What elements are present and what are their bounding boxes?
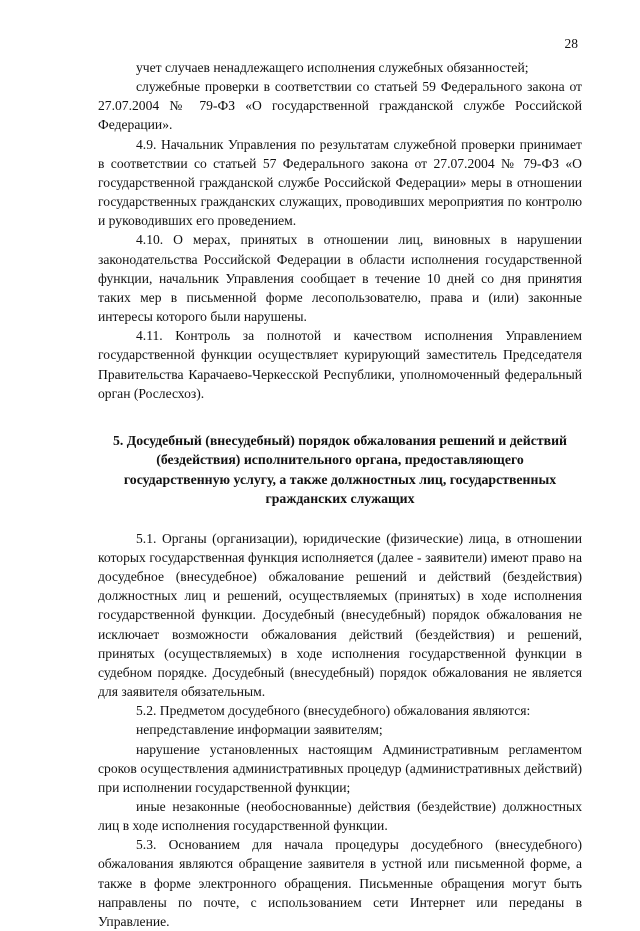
paragraph: служебные проверки в соответствии со статьей 59 Федерального закона от 27.07.2004 № 79-ФЗ «О государственной гражданской службе Российской Федерации». bbox=[98, 79, 582, 133]
paragraph: 5.1. Органы (организации), юридические (физические) лица, в отношении которых государственная функция исполняется (далее - заявители) имеют право на досудебное (внесудебное) обжалование решений и действий (бездействия) должностных лиц и решений, осуществляемых (принятых) в ходе исполнения государственной функции. Досудебный (внесудебный) порядок обжалования не исключает возможности обжалования действий (бездействия) и решений, принятых (осуществляемых) в ходе исполнения государственной функции в судебном порядке. Досудебный (внесудебный) порядок обжалования не является для заявителя обязательным. bbox=[98, 530, 582, 700]
paragraph: 4.10. О мерах, принятых в отношении лиц, виновных в нарушении законодательства Российской Федерации в области исполнения государственной функции, начальник Управления сообщает в течение 10 дней со дня принятия таких мер в письменной форме лесопользователю, права и (или) законные интересы которого были нарушены. bbox=[98, 232, 582, 325]
page-number: 28 bbox=[564, 36, 578, 51]
paragraph: учет случаев ненадлежащего исполнения служебных обязанностей; bbox=[136, 60, 529, 75]
document-body bbox=[98, 58, 582, 931]
paragraph: иные незаконные (необоснованные) действия (бездействие) должностных лиц в ходе исполнения государственной функции. bbox=[98, 799, 582, 834]
paragraph: нарушение установленных настоящим Административным регламентом сроков осуществления административных процедур (административных действий) при исполнении государственной функции; bbox=[98, 741, 582, 795]
paragraph: 4.11. Контроль за полнотой и качеством исполнения Управлением государственной функции осуществляет курирующий заместитель Председателя Правительства Карачаево-Черкесской Республики, уполномоченный федеральный орган (Рослесхоз). bbox=[98, 328, 582, 401]
paragraph: 5.2. Предметом досудебного (внесудебного) обжалования являются: bbox=[136, 703, 531, 719]
paragraph: 4.9. Начальник Управления по результатам служебной проверки принимает в соответствии со статьей 57 Федерального закона от 27.07.2004 № 79-ФЗ «О государственной гражданской службе Российской Федерации» меры в отношении государственных гражданских служащих, проводивших мероприятия по контролю и руководивших его проведением. bbox=[98, 136, 582, 229]
section-heading: 5. Досудебный (внесудебный) порядок обжалования решений и действий (бездействия) исполнительного органа, предоставляющего государственную услугу, а также должностных лиц, государственных гражданских служащих bbox=[112, 432, 568, 507]
paragraph: 5.3. Основанием для начала процедуры досудебного (внесудебного) обжалования являются обращение заявителя в устной или письменной форме, а также в форме электронного обращения. Письменные обращения могут быть направлены по почте, с использованием сети Интернет или переданы в Управление. bbox=[98, 837, 582, 929]
paragraph: непредставление информации заявителям; bbox=[136, 722, 383, 738]
